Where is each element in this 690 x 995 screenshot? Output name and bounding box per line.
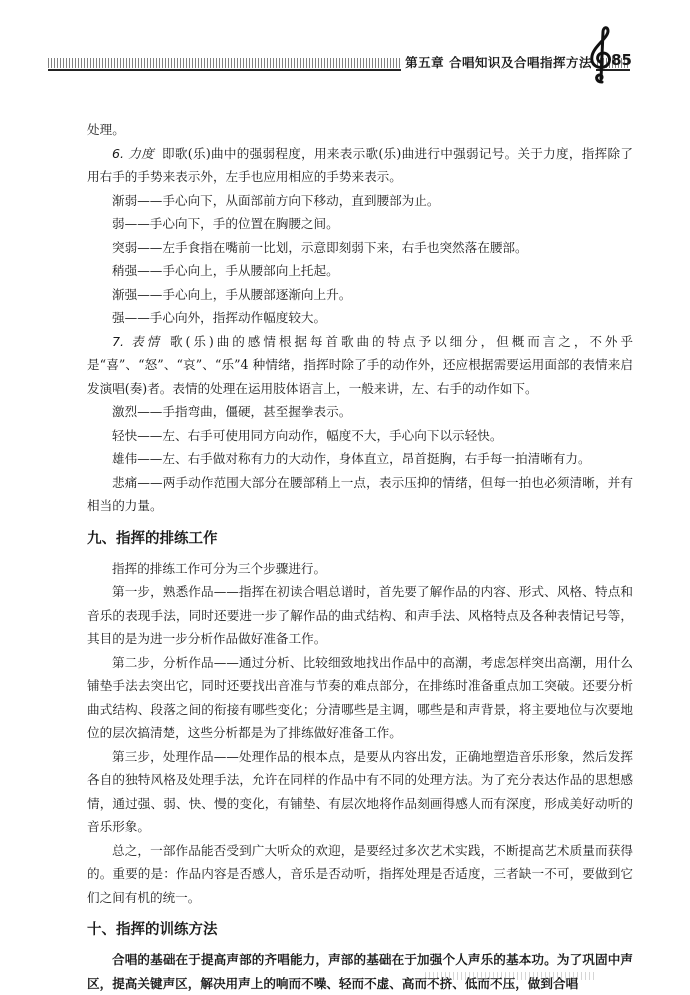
list-item: 雄伟——左、右手做对称有力的大动作，身体直立，昂首挺胸，右手每一拍清晰有力。: [112, 451, 591, 466]
paragraph: 第三步，处理作品——处理作品的根本点，是要从内容出发，正确地塑造音乐形象，然后发挥各自的独特风格及处理手法，允许在同样的作品中有不同的处理方法。为了充分表达作品的思想感情，通过强、弱、快、慢的变化，有铺垫、有层次地将作品刻画得感人而有深度，形成美好动听的音乐形象。: [87, 748, 633, 834]
paragraph: 指挥的排练工作可分为三个步骤进行。: [112, 560, 327, 576]
list-item: 渐弱——手心向下，从面部前方向下移动，直到腰部为止。: [112, 192, 440, 208]
section-heading-rehearsal: 九、指挥的排练工作: [87, 530, 218, 547]
list-item: 强——手心向外，指挥动作幅度较大。: [112, 310, 327, 325]
page-number: 85: [611, 51, 632, 69]
list-item: 渐强——手心向上，手从腰部逐渐向上升。: [112, 286, 352, 302]
list-item: 突弱——左手食指在嘴前一比划，示意即刻弱下来，右手也突然落在腰部。: [112, 239, 528, 255]
list-item: 悲痛——两手动作范围大部分在腰部稍上一点，表示压抑的情绪，但每一拍也必须清晰，并有相当的力量。: [87, 474, 633, 513]
paragraph-text: 即歌(乐)曲中的强弱程度，用来表示歌(乐)曲进行中强弱记号。关于力度，指挥除了用右手的手势来表示外，左手也应用相应的手势来表示。: [87, 145, 633, 184]
list-item: 轻快——左、右手可使用同方向动作，幅度不大，手心向下以示轻快。: [112, 427, 503, 443]
paragraph: 合唱的基础在于提高声部的齐唱能力，声部的基础在于加强个人声乐的基本功。为了巩固中声区，提高关键声区，解决用声上的响而不噪、轻而不虚、高而不挤、低而不压，做到合唱: [87, 952, 633, 991]
paragraph: 第二步，分析作品——通过分析、比较细致地找出作品中的高潮，考虑怎样突出高潮，用什么铺垫手法去突出它，同时还要找出音准与节奏的难点部分，在排练时准备重点加工突破。还要分析曲式结构、段落之间的衔接有哪些变化；分清哪些是主调，哪些是和声背景，将主要地位与次要地位的层次搞清楚，这些分析都是为了排练做好准备工作。: [87, 654, 633, 740]
treble-clef-icon: [586, 24, 616, 84]
chapter-title: 第五章 合唱知识及合唱指挥方法: [401, 53, 596, 71]
list-item: 稍强——手心向上，手从腰部向上托起。: [112, 263, 339, 278]
list-item: 激烈——手指弯曲，僵硬，甚至握拳表示。: [112, 404, 352, 419]
paragraph-dynamics: [87, 142, 633, 189]
paragraph-text: 歌(乐)曲的感情根据每首歌曲的特点予以细分，但概而言之，不外乎是“喜”、“怒”、“哀”、“乐”4 种情绪，指挥时除了手的动作外，还应根据需要运用面部的表情来启发演唱(奏)者。表情的处理在运用肢体语言上，一般来讲，左、右手的动作如下。: [87, 333, 634, 396]
section-heading-training: 十、指挥的训练方法: [87, 922, 218, 938]
scan-artifact: [425, 972, 595, 980]
paragraph: 第一步，熟悉作品——指挥在初读合唱总谱时，首先要了解作品的内容、形式、风格、特点和音乐的表现手法，同时还要进一步了解作品的曲式结构、和声手法、风格特点及各种表情记号等，其目的是为进一步分析作品做好准备工作。: [87, 584, 633, 646]
paragraph: 总之，一部作品能否受到广大听众的欢迎，是要经过多次艺术实践，不断提高艺术质量而获得的。重要的是：作品内容是否感人，音乐是否动听，指挥处理是否适度，三者缺一不可，要做到它们之间有机的统一。: [87, 842, 633, 905]
paragraph: 处理。: [87, 122, 125, 137]
running-header: [48, 50, 630, 72]
item-label: 7. 表情: [112, 333, 163, 349]
page-body: [87, 118, 633, 995]
paragraph-expression: [87, 330, 633, 401]
list-item: 弱——手心向下，手的位置在胸腰之间。: [112, 216, 339, 231]
item-label: 6. 力度: [112, 145, 155, 161]
